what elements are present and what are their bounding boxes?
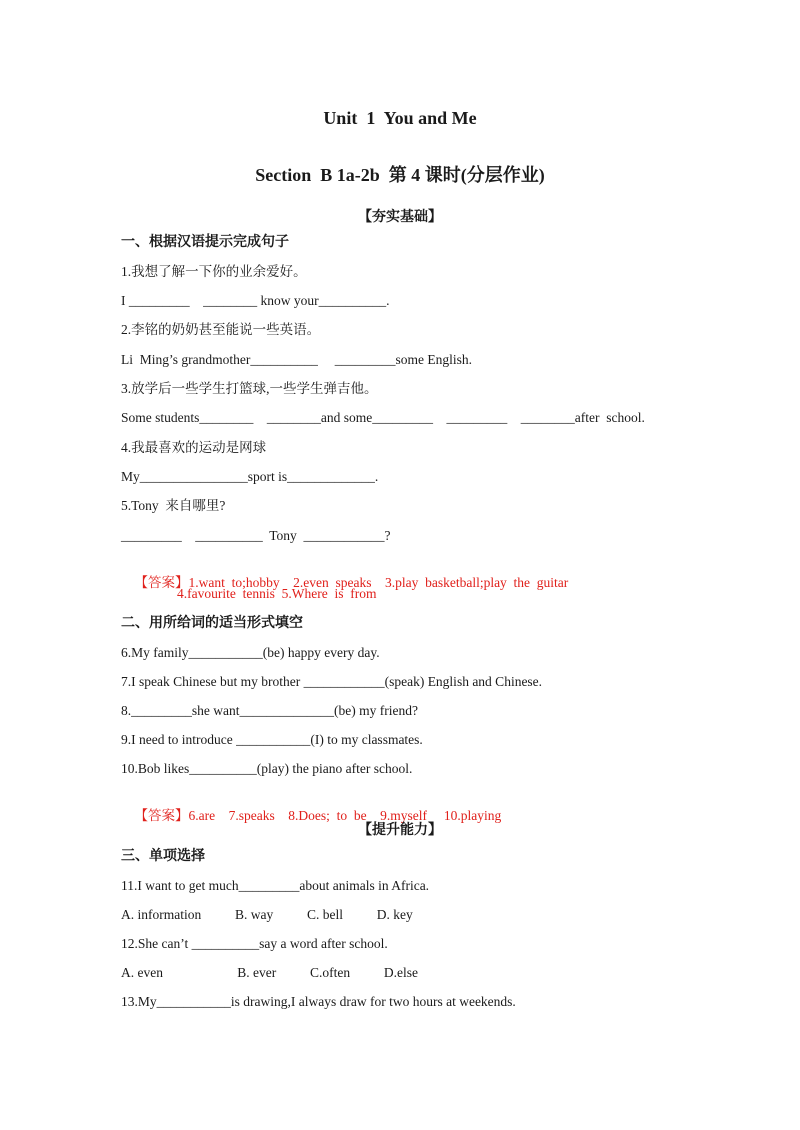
question-1-blank: I _________ ________ know your__________.	[121, 293, 390, 308]
question-11: 11.I want to get much_________about animals in Africa.	[121, 878, 430, 893]
question-3-chinese: 3.放学后一些学生打篮球,一些学生弹吉他。	[121, 381, 378, 396]
question-6: 6.My family___________(be) happy every day.	[121, 645, 380, 660]
question-5-chinese: 5.Tony 来自哪里?	[121, 498, 226, 513]
part2-heading: 二、用所给词的适当形式填空	[121, 616, 303, 631]
answer-label: 【答案】	[134, 808, 189, 823]
question-11-options: A. information B. way C. bell D. key	[121, 907, 413, 922]
document-title: Unit 1 You and Me	[323, 108, 477, 128]
question-13: 13.My___________is drawing,I always draw for two hours at weekends.	[121, 994, 516, 1009]
question-8: 8._________she want______________(be) my friend?	[121, 703, 418, 718]
part3-heading: 三、单项选择	[121, 849, 205, 864]
question-4-chinese: 4.我最喜欢的运动是网球	[121, 440, 267, 455]
question-12-options: A. even B. ever C.often D.else	[121, 965, 418, 980]
part1-answer-continued: 4.favourite tennis 5.Where is from	[177, 586, 377, 601]
question-5-blank: _________ __________ Tony ____________?	[121, 528, 391, 543]
document-subtitle: Section B 1a-2b 第 4 课时(分层作业)	[255, 165, 545, 185]
question-1-chinese: 1.我想了解一下你的业余爱好。	[121, 264, 307, 279]
question-9: 9.I need to introduce ___________(I) to my classmates.	[121, 732, 423, 747]
question-4-blank: My________________sport is_____________.	[121, 469, 379, 484]
question-2-blank: Li Ming’s grandmother__________ _________some English.	[121, 352, 472, 367]
question-3-blank: Some students________ ________and some_________ _________ ________after school.	[121, 410, 645, 425]
answer-label: 【答案】	[134, 575, 189, 590]
part1-heading: 一、根据汉语提示完成句子	[121, 235, 289, 250]
question-10: 10.Bob likes__________(play) the piano after school.	[121, 761, 413, 776]
answer-text: 6.are 7.speaks 8.Does; to be 9.myself 10.playing	[188, 808, 502, 823]
answer-text: 1.want to;hobby 2.even speaks 3.play basketball;play the guitar	[188, 575, 569, 590]
section-heading-advanced: 【提升能力】	[358, 823, 442, 838]
section-heading-basic: 【夯实基础】	[358, 210, 442, 225]
question-7: 7.I speak Chinese but my brother ____________(speak) English and Chinese.	[121, 674, 543, 689]
question-12: 12.She can’t __________say a word after school.	[121, 936, 388, 951]
question-2-chinese: 2.李铭的奶奶甚至能说一些英语。	[121, 322, 321, 337]
